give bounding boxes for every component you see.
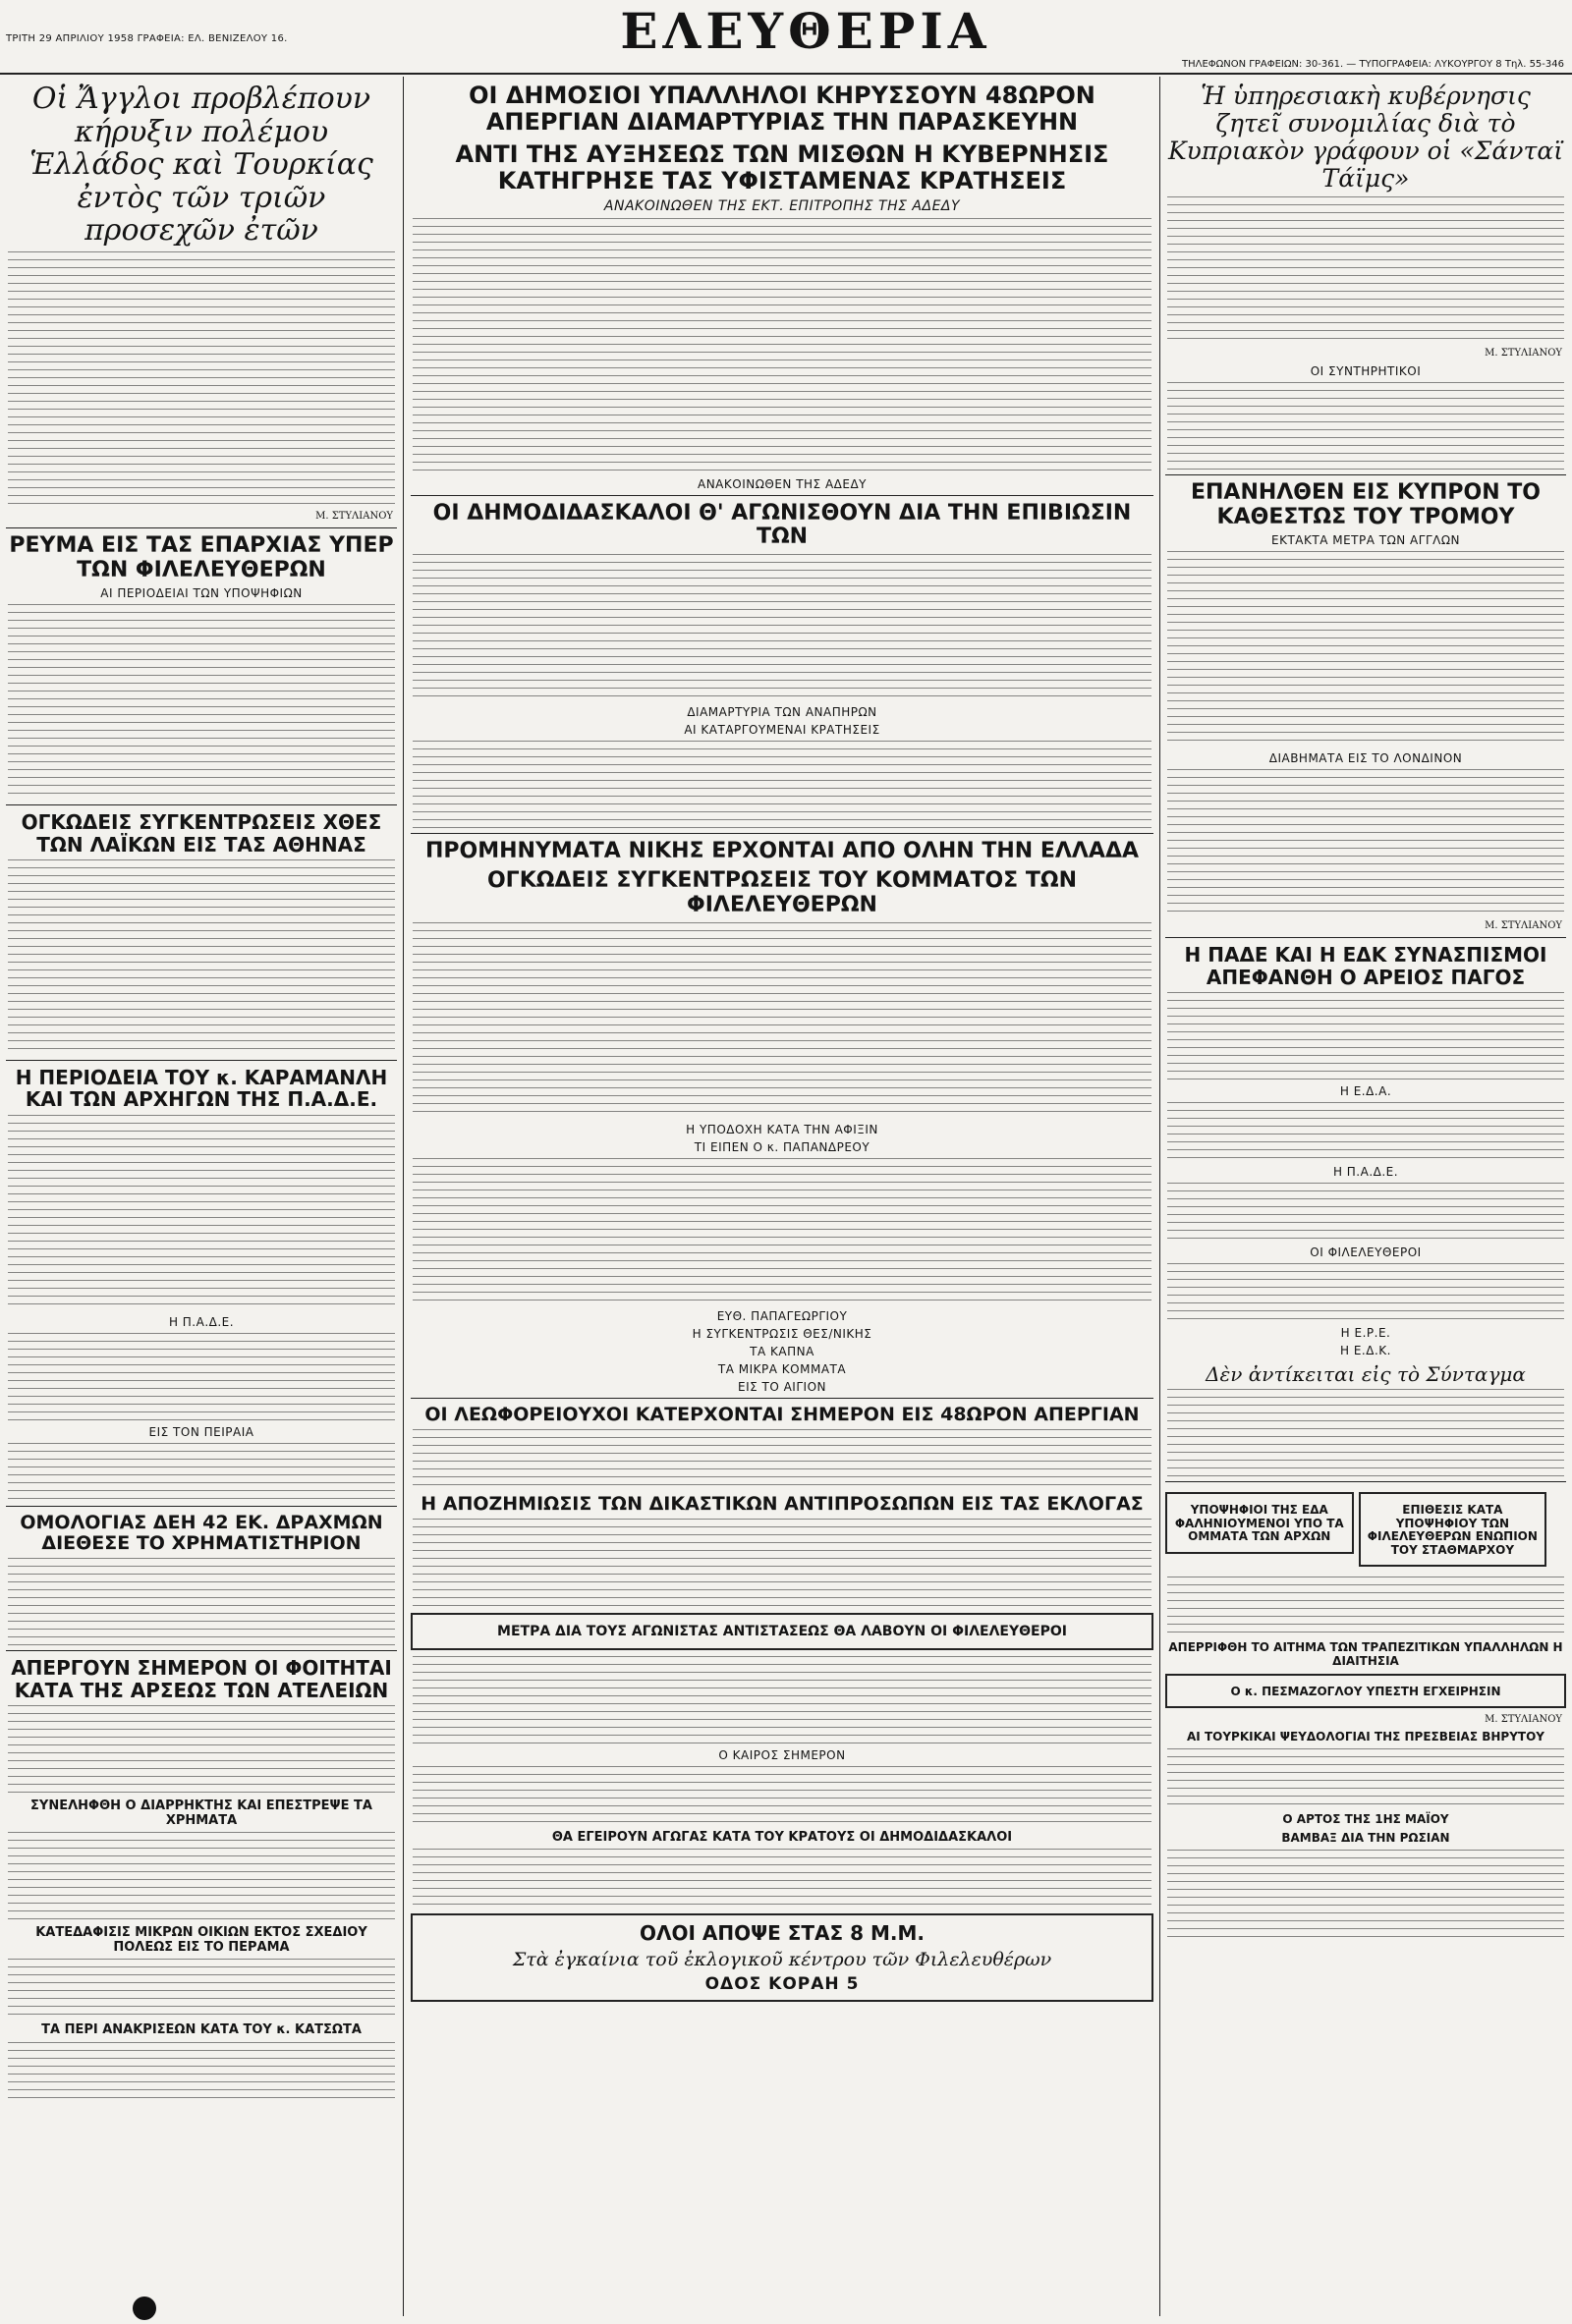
headline-teachers-lawsuit: ΘΑ ΕΓΕΙΡΟΥΝ ΑΓΩΓΑΣ ΚΑΤΑ ΤΟΥ ΚΡΑΤΟΥΣ ΟΙ ΔΗΜΟΔΙΔΑΣΚΑΛΟΙ — [551, 1829, 1013, 1845]
headline-burglar: ΣΥΝΕΛΗΦΘΗ Ο ΔΙΑΡΡΗΚΤΗΣ ΚΑΙ ΕΠΕΣΤΡΕΨΕ ΤΑ ΧΡΗΜΑΤΑ — [30, 1798, 372, 1828]
divider — [6, 527, 397, 528]
subheading: ΤΑ ΚΑΠΝΑ — [750, 1344, 814, 1358]
advert-time: ΟΛΟΙ ΑΠΟΨΕ ΣΤΑΣ 8 Μ.Μ. — [639, 1921, 925, 1946]
subheading: ΑΙ ΠΕΡΙΟΔΕΙΑΙ ΤΩΝ ΥΠΟΨΗΦΙΩΝ — [100, 586, 303, 601]
headline-eda-candidates: ΥΠΟΨΗΦΙΟΙ ΤΗΣ ΕΔΑ ΦΑΛΗΝΙΟΥΜΕΝΟΙ ΥΠΟ ΤΑ ΟΜΜΑΤΑ ΤΩΝ ΑΡΧΩΝ — [1174, 1503, 1344, 1544]
headline-attack-candidate: ΕΠΙΘΕΣΙΣ ΚΑΤΑ ΥΠΟΨΗΦΙΟΥ ΤΩΝ ΦΙΛΕΛΕΥΘΕΡΩΝ ΕΝΩΠΙΟΝ ΤΟΥ ΣΤΑΘΜΑΡΧΟΥ — [1367, 1503, 1538, 1557]
subheading: ΕΚΤΑΚΤΑ ΜΕΤΡΑ ΤΩΝ ΑΓΓΛΩΝ — [1271, 533, 1460, 548]
headline-interrogations: ΤΑ ΠΕΡΙ ΑΝΑΚΡΙΣΕΩΝ ΚΑΤΑ ΤΟΥ κ. ΚΑΤΣΩΤΑ — [41, 2022, 362, 2038]
subheading: Η ΣΥΓΚΕΝΤΡΩΣΙΣ ΘΕΣ/ΝΙΚΗΣ — [692, 1326, 872, 1341]
article-body — [8, 1558, 395, 1646]
article-body — [8, 1443, 395, 1502]
headline-bonds: ΟΜΟΛΟΓΙΑΣ ΔΕΗ 42 ΕΚ. ΔΡΑΧΜΩΝ ΔΙΕΘΕΣΕ ΤΟ ΧΡΗΜΑΤΙΣΤΗΡΙΟΝ — [20, 1511, 383, 1555]
headline-cyprus-terror: ΕΠΑΝΗΛΘΕΝ ΕΙΣ ΚΥΠΡΟΝ ΤΟ ΚΑΘΕΣΤΩΣ ΤΟΥ ΤΡΟΜΟΥ — [1190, 480, 1542, 529]
headline-cotton: ΒΑΜΒΑΞ ΔΙΑ ΤΗΝ ΡΩΣΙΑΝ — [1281, 1831, 1450, 1846]
article-body — [8, 1959, 395, 2018]
article-body — [413, 1158, 1151, 1305]
subheading: Η Π.Α.Δ.Ε. — [168, 1314, 235, 1329]
headline-students-strike: ΑΠΕΡΓΟΥΝ ΣΗΜΕΡΟΝ ΟΙ ΦΟΙΤΗΤΑΙ ΚΑΤΑ ΤΗΣ ΑΡΣΕΩΣ ΤΩΝ ΑΤΕΛΕΙΩΝ — [11, 1656, 392, 1702]
headline-fighters: ΜΕΤΡΑ ΔΙΑ ΤΟΥΣ ΑΓΩΝΙΣΤΑΣ ΑΝΤΙΣΤΑΣΕΩΣ ΘΑ ΛΑΒΟΥΝ ΟΙ ΦΙΛΕΛΕΥΘΕΡΟΙ — [497, 1624, 1067, 1640]
article-body — [413, 218, 1151, 473]
headline-bus-strike: ΟΙ ΛΕΩΦΟΡΕΙΟΥΧΟΙ ΚΑΤΕΡΧΟΝΤΑΙ ΣΗΜΕΡΟΝ ΕΙΣ 48ΩΡΟΝ ΑΠΕΡΓΙΑΝ — [424, 1403, 1140, 1425]
divider — [6, 804, 397, 805]
headline-beirut-embassy: ΑΙ ΤΟΥΡΚΙΚΑΙ ΨΕΥΔΟΛΟΓΙΑΙ ΤΗΣ ΠΡΕΣΒΕΙΑΣ ΒΗΡΥΤΟΥ — [1187, 1730, 1544, 1744]
subheading: Η Ε.Δ.Κ. — [1340, 1344, 1391, 1358]
article-body — [413, 1849, 1151, 1908]
divider — [1165, 1481, 1566, 1482]
byline: Μ. ΣΤΥΛΙΑΝΟΥ — [1485, 920, 1562, 932]
article-body — [1167, 551, 1564, 747]
article-body — [8, 251, 395, 507]
divider — [411, 833, 1153, 834]
center-column — [411, 77, 1153, 2320]
divider — [6, 1060, 397, 1061]
headline-pesmazoglou: Ο κ. ΠΕΣΜΑΖΟΓΛΟΥ ΥΠΕΣΤΗ ΕΓΧΕΙΡΗΣΙΝ — [1230, 1685, 1501, 1699]
subheading: Η Ε.Ρ.Ε. — [1340, 1326, 1391, 1341]
subheading: Η Ε.Δ.Α. — [1339, 1084, 1392, 1099]
subheading: ΔΙΑΜΑΡΤΥΡΙΑ ΤΩΝ ΑΝΑΠΗΡΩΝ — [687, 704, 877, 719]
newspaper-title: ΕΛΕΥΘΕΡΙΑ — [620, 2, 991, 60]
right-column — [1165, 77, 1566, 2320]
divider — [1165, 474, 1566, 475]
subheading: ΤΙ ΕΙΠΕΝ Ο κ. ΠΑΠΑΝΔΡΕΟΥ — [694, 1139, 870, 1154]
article-body — [413, 1656, 1151, 1744]
banner-subheading: ΑΝΑΚΟΙΝΩΘΕΝ ΤΗΣ ΕΚΤ. ΕΠΙΤΡΟΠΗΣ ΤΗΣ ΑΔΕΔΥ — [603, 197, 961, 214]
divider — [411, 495, 1153, 496]
weather-heading: Ο ΚΑΙΡΟΣ ΣΗΜΕΡΟΝ — [718, 1747, 846, 1762]
contact-phones: ΤΗΛΕΦΩΝΟΝ ΓΡΑΦΕΙΩΝ: 30-361. — ΤΥΠΟΓΡΑΦΕΙΑ: ΛΥΚΟΥΡΓΟΥ 8 Τηλ. 55-346 — [1181, 59, 1564, 70]
headline-liberal-gatherings: ΟΓΚΩΔΕΙΣ ΣΥΓΚΕΝΤΡΩΣΕΙΣ ΤΟΥ ΚΟΜΜΑΤΟΣ ΤΩΝ ΦΙΛΕΛΕΥΘΕΡΩΝ — [486, 868, 1077, 917]
headline-karamanlis-tour: Η ΠΕΡΙΟΔΕΙΑ ΤΟΥ κ. ΚΑΡΑΜΑΝΛΗ ΚΑΙ ΤΩΝ ΑΡΧΗΓΩΝ ΤΗΣ Π.Α.Δ.Ε. — [15, 1066, 388, 1112]
headline-gatherings: ΟΓΚΩΔΕΙΣ ΣΥΓΚΕΝΤΡΩΣΕΙΣ ΧΘΕΣ ΤΩΝ ΛΑΪΚΩΝ ΕΙΣ ΤΑΣ ΑΘΗΝΑΣ — [21, 810, 382, 857]
article-body — [1167, 1263, 1564, 1322]
byline: Μ. ΣΤΥΛΙΑΝΟΥ — [1485, 348, 1562, 359]
subheading: ΕΙΣ ΤΟΝ ΠΕΙΡΑΙΑ — [148, 1424, 254, 1439]
column-divider-left — [403, 77, 404, 2316]
subheading: ΟΙ ΦΙΛΕΛΕΥΘΕΡΟΙ — [1310, 1245, 1422, 1260]
fighters-box — [411, 1613, 1153, 1650]
article-body — [8, 1705, 395, 1794]
subheading: Η Π.Α.Δ.Ε. — [1332, 1165, 1399, 1180]
headline-salaries: ΑΝΤΙ ΤΗΣ ΑΥΞΗΣΕΩΣ ΤΩΝ ΜΙΣΘΩΝ Η ΚΥΒΕΡΝΗΣΙΣ ΚΑΤΗΓΡΗΣΕ ΤΑΣ ΥΦΙΣΤΑΜΕΝΑΣ ΚΡΑΤΗΣΕΙΣ — [455, 139, 1109, 194]
headline-cyprus-talks: Ἡ ὑπηρεσιακὴ κυβέρνησις ζητεῖ συνομιλίας διὰ τὸ Κυπριακὸν γράφουν οἱ «Σάνταϊ Τάϊμς» — [1167, 82, 1564, 193]
byline: Μ. ΣΤΥΛΙΑΝΟΥ — [315, 510, 393, 522]
event-advert — [411, 1913, 1153, 2002]
attack-box — [1359, 1492, 1547, 1567]
article-body — [1167, 1850, 1564, 1938]
article-body — [413, 1766, 1151, 1825]
headline-provinces: ΡΕΥΜΑ ΕΙΣ ΤΑΣ ΕΠΑΡΧΙΑΣ ΥΠΕΡ ΤΩΝ ΦΙΛΕΛΕΥΘΕΡΩΝ — [9, 532, 394, 582]
headline-constitution: Δὲν ἀντίκειται εἰς τὸ Σύνταγμα — [1206, 1362, 1526, 1387]
article-body — [1167, 1102, 1564, 1161]
subheading: ΑΙ ΚΑΤΑΡΓΟΥΜΕΝΑΙ ΚΡΑΤΗΣΕΙΣ — [684, 722, 880, 737]
divider — [1165, 937, 1566, 938]
article-body — [1167, 992, 1564, 1080]
article-body — [413, 554, 1151, 701]
article-body — [8, 1333, 395, 1421]
headline-demolitions: ΚΑΤΕΔΑΦΙΣΙΣ ΜΙΚΡΩΝ ΟΙΚΙΩΝ ΕΚΤΟΣ ΣΧΕΔΙΟΥ ΠΟΛΕΩΣ ΕΙΣ ΤΟ ΠΕΡΑΜΑ — [35, 1925, 367, 1955]
subheading: ΟΙ ΣΥΝΤΗΡΗΤΙΚΟΙ — [1310, 364, 1422, 378]
article-body — [1167, 769, 1564, 916]
divider — [411, 1398, 1153, 1399]
article-body — [8, 604, 395, 801]
headline-bread: Ο ΑΡΤΟΣ ΤΗΣ 1ΗΣ ΜΑΪΟΥ — [1282, 1811, 1449, 1826]
headline-judges: Η ΑΠΟΖΗΜΙΩΣΙΣ ΤΩΝ ΔΙΚΑΣΤΙΚΩΝ ΑΝΤΙΠΡΟΣΩΠΩΝ ΕΙΣ ΤΑΣ ΕΚΛΟΓΑΣ — [421, 1492, 1144, 1515]
article-body — [413, 1519, 1151, 1607]
article-body — [413, 922, 1151, 1119]
subheading: Η ΥΠΟΔΟΧΗ ΚΑΤΑ ΤΗΝ ΑΦΙΞΙΝ — [686, 1122, 878, 1136]
headline-teachers: ΟΙ ΔΗΜΟΔΙΔΑΣΚΑΛΟΙ Θ' ΑΓΩΝΙΣΘΟΥΝ ΔΙΑ ΤΗΝ ΕΠΙΒΙΩΣΙΝ ΤΩΝ — [432, 500, 1132, 550]
eda-box — [1165, 1492, 1354, 1553]
article-body — [1167, 1577, 1564, 1635]
ink-blot — [133, 2296, 156, 2320]
article-body — [1167, 1389, 1564, 1477]
left-column — [6, 77, 397, 2320]
article-body — [8, 1115, 395, 1311]
subheading: ΕΙΣ ΤΟ ΑΙΓΙΟΝ — [737, 1379, 826, 1394]
article-body — [1167, 382, 1564, 470]
article-body — [8, 859, 395, 1056]
headline-war-prediction: Οἱ Ἄγγλοι προβλέπουν κήρυξιν πολέμου Ἑλλάδος καὶ Τουρκίας ἐντὸς τῶν τριῶν προσεχῶν ἐτῶν — [29, 82, 373, 249]
article-body — [1167, 196, 1564, 344]
issue-date: ΤΡΙΤΗ 29 ΑΠΡΙΛΙΟΥ 1958 ΓΡΑΦΕΙΑ: ΕΛ. ΒΕΝΙΖΕΛΟΥ 16. — [6, 33, 288, 44]
subheading: ΔΙΑΒΗΜΑΤΑ ΕΙΣ ΤΟ ΛΟΝΔΙΝΟΝ — [1268, 751, 1463, 766]
subheading: ΑΝΑΚΟΙΝΩΘΕΝ ΤΗΣ ΑΔΕΔΥ — [697, 476, 867, 491]
pesmazoglou-box — [1165, 1674, 1566, 1708]
subheading: ΤΑ ΜΙΚΡΑ ΚΟΜΜΑΤΑ — [717, 1361, 847, 1376]
headline-areios-pagos: Η ΠΑΔΕ ΚΑΙ Η ΕΔΚ ΣΥΝΑΣΠΙΣΜΟΙ ΑΠΕΦΑΝΘΗ Ο ΑΡΕΙΟΣ ΠΑΓΟΣ — [1184, 943, 1547, 989]
divider — [6, 1506, 397, 1507]
divider — [6, 1650, 397, 1651]
advert-address: ΟΔΟΣ ΚΟΡΑΗ 5 — [704, 1974, 860, 1995]
headline-civil-servants: ΟΙ ΔΗΜΟΣΙΟΙ ΥΠΑΛΛΗΛΟΙ ΚΗΡΥΣΣΟΥΝ 48ΩΡΟΝ ΑΠΕΡΓΙΑΝ ΔΙΑΜΑΡΤΥΡΙΑΣ ΤΗΝ ΠΑΡΑΣΚΕΥΗΝ — [469, 82, 1095, 136]
column-divider-right — [1159, 77, 1160, 2316]
subheading: ΕΥΘ. ΠΑΠΑΓΕΩΡΓΙΟΥ — [716, 1308, 848, 1323]
article-body — [413, 1429, 1151, 1488]
byline: Μ. ΣΤΥΛΙΑΝΟΥ — [1485, 1714, 1562, 1726]
headline-victory: ΠΡΟΜΗΝΥΜΑΤΑ ΝΙΚΗΣ ΕΡΧΟΝΤΑΙ ΑΠΟ ΟΛΗΝ ΤΗΝ ΕΛΛΑΔΑ — [424, 838, 1139, 863]
advert-text: Στὰ ἐγκαίνια τοῦ ἐκλογικοῦ κέντρου τῶν Φιλελευθέρων — [512, 1949, 1052, 1971]
article-body — [1167, 1748, 1564, 1807]
article-body — [8, 2042, 395, 2101]
article-body — [1167, 1183, 1564, 1242]
article-body — [413, 741, 1151, 829]
article-body — [8, 1832, 395, 1920]
masthead-rule — [0, 73, 1572, 75]
masthead — [0, 0, 1572, 70]
headline-bank-employees: ΑΠΕΡΡΙΦΘΗ ΤΟ ΑΙΤΗΜΑ ΤΩΝ ΤΡΑΠΕΖΙΤΙΚΩΝ ΥΠΑΛΛΗΛΩΝ Η ΔΙΑΙΤΗΣΙΑ — [1168, 1640, 1563, 1668]
